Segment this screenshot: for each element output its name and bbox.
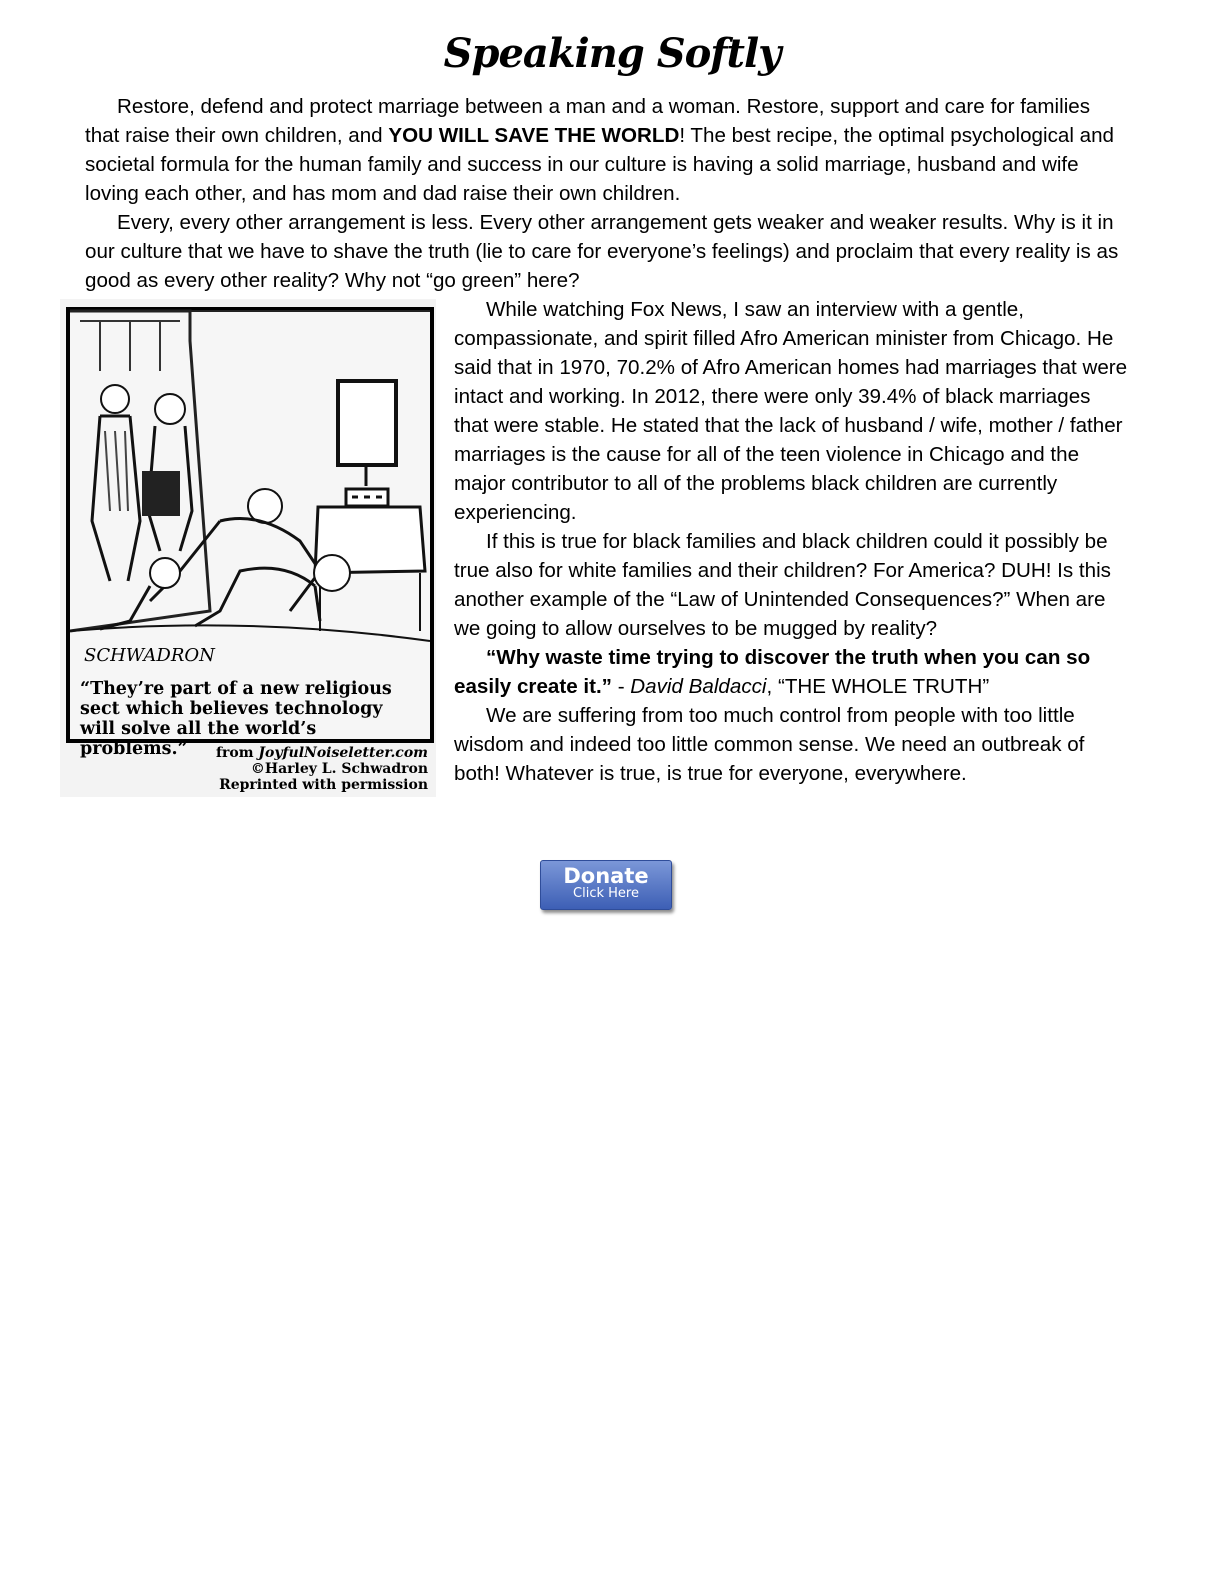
credit-from: from — [215, 745, 259, 761]
paragraph-1 — [85, 92, 1130, 208]
cartoonist-signature: SCHWADRON — [84, 645, 215, 666]
donate-button[interactable] — [540, 860, 672, 910]
cartoon-credits — [216, 745, 428, 793]
credit-copyright: ©Harley L. Schwadron — [250, 761, 428, 777]
paragraph-4: If this is true for black families and black children could it possibly be true also for white families and their children? For America? DUH! Is this another example of the “Law of Unintended Consequences?” When are we going to allow ourselves to be mugged by reality? — [454, 530, 1111, 640]
cartoon-image — [60, 299, 436, 797]
quote-dash: - — [611, 675, 631, 698]
page-title: Speaking Softly — [443, 30, 781, 77]
p1-emphasis: YOU WILL SAVE THE WORLD — [388, 124, 680, 147]
cartoon-caption: “They’re part of a new religious sect which believes technology will solve all the world’s problems.” — [80, 679, 392, 759]
credit-permission: Reprinted with permission — [219, 777, 428, 793]
cartoon-drawing — [70, 311, 430, 739]
donate-sublabel: Click Here — [573, 886, 639, 901]
article-body — [80, 92, 1130, 797]
credit-site: JoyfulNoiseletter.com — [258, 745, 428, 761]
p1-text-a: Restore, defend and protect marriage between a man and a woman. Restore, support and care for families that raise their own children, and — [85, 95, 1091, 147]
p1-text-b: ! The best recipe, the optimal psychological and societal formula for the human family and success in our culture is having a solid marriage, husband and wife loving each other, and has mom and dad raise their own children. — [85, 124, 1114, 205]
quote-author: David Baldacci — [630, 675, 767, 698]
paragraph-2: Every, every other arrangement is less. Every other arrangement gets weaker and weaker results. Why is it in our culture that we have to shave the truth (lie to care for everyone’s feelings) and proclaim that every reality is as good as every other reality? Why not “go green” here? — [85, 211, 1119, 292]
credit-source — [216, 745, 428, 761]
paragraph-6: We are suffering from too much control from people with too little wisdom and indeed too little common sense. We need an outbreak of both! Whatever is true, is true for everyone, everywhere. — [454, 704, 1085, 785]
quote-book: , “THE WHOLE TRUTH” — [766, 675, 990, 698]
paragraph-3: While watching Fox News, I saw an interview with a gentle, compassionate, and spirit filled Afro American minister from Chicago. He said that in 1970, 70.2% of Afro American homes had marriages that were intact and working. In 2012, there were only 39.4% of black marriages that were stable. He stated that the lack of husband / wife, mother / father marriages is the cause for all of the teen violence in Chicago and the major contributor to all of the problems black children are currently experiencing. — [454, 298, 1128, 524]
quote-text: “Why waste time trying to discover the truth when you can so easily create it.” — [454, 646, 1091, 698]
donate-label: Donate — [563, 864, 649, 888]
